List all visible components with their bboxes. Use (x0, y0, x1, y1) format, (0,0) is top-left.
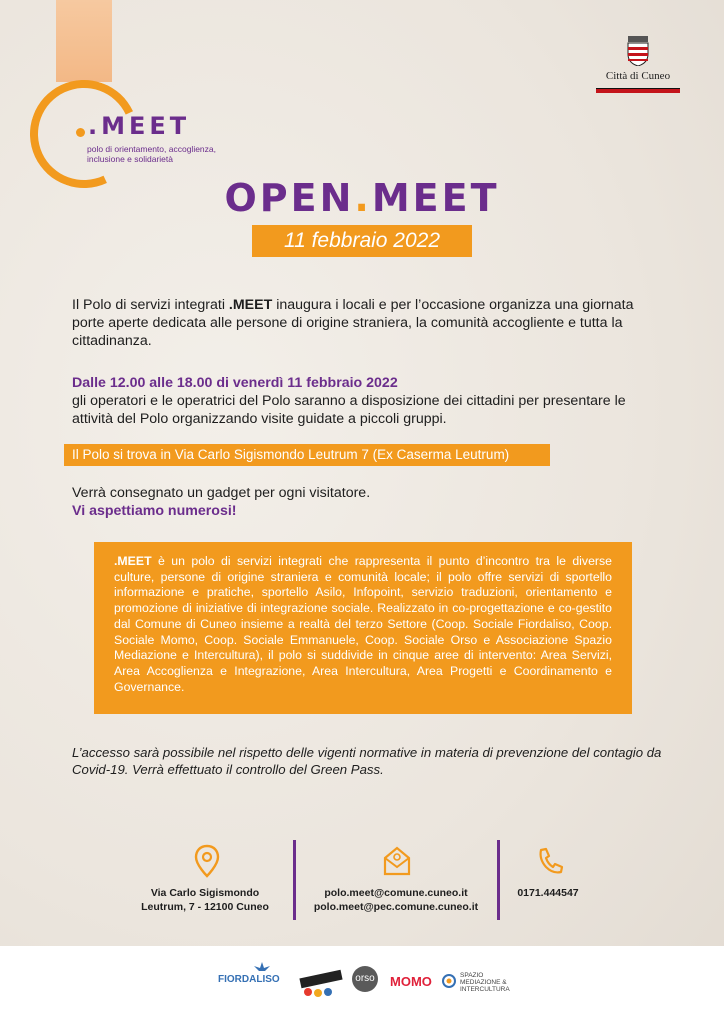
address-banner: Il Polo si trova in Via Carlo Sigismondo Leutrum 7 (Ex Caserma Leutrum) (64, 444, 550, 466)
partner-orso: orso (352, 966, 378, 992)
welcome-text: Vi aspettiamo numerosi! (72, 503, 237, 519)
location-pin-icon (192, 844, 222, 878)
page-title (0, 176, 724, 220)
intro-text-start: Il Polo di servizi integrati (72, 297, 229, 313)
meet-logo-word: .MEET (88, 112, 191, 140)
event-date-badge: 11 febbraio 2022 (252, 225, 472, 257)
partner-fiordaliso: FIORDALISO (218, 974, 280, 985)
city-rule (596, 88, 680, 93)
meet-logo-dot (76, 128, 85, 137)
email-icon (382, 844, 412, 878)
decorative-top-bar (56, 0, 112, 82)
fiordaliso-logo-icon (254, 962, 270, 974)
contact-email-primary[interactable]: polo.meet@comune.cuneo.it (324, 887, 468, 899)
city-name: Città di Cuneo (605, 70, 671, 82)
meet-logo-tagline: polo di orientamento, accoglienza, inclusione e solidarietà (87, 144, 216, 164)
contact-divider (293, 840, 296, 920)
partner-momo: MOMO (390, 974, 432, 989)
title-meet: MEET (371, 176, 500, 220)
contact-address-line2: Leutrum, 7 - 12100 Cuneo (141, 901, 269, 913)
emmanuele-logo-icon (296, 964, 346, 998)
info-text: è un polo di servizi integrati che rappresenta il punto d’incontro tra le diverse culture, persone di origine straniera e comunità locale; il polo offre servizi di sportello informazione e pratiche, sportello Asilo, Infopoint, servizio traduzioni, orientamento e promozione di iniziative di integrazione sociale. Realizzato in co-progettazione e co-gestito dal Comune di Cuneo insieme a realtà del terzo Settore (Coop. Sociale Fiordaliso, Coop. Sociale Momo, Coop. Sociale Emmanuele, Coop. Sociale Orso e Associazione Spazio Mediazione e Intercultura), il polo si suddivide in cinque aree di intervento: Area Servizi, Area Accoglienza e Integrazione, Area Intercultura, Area Progetti e Coordinamento e Governance. (114, 554, 612, 694)
city-crest-icon (624, 36, 652, 66)
title-open: OPEN (224, 176, 355, 220)
schedule-text: gli operatori e le operatrici del Polo saranno a disposizione dei cittadini per presentare le attività del Polo organizzando visite guidate a piccoli gruppi. (72, 393, 626, 427)
schedule-heading: Dalle 12.00 alle 18.00 di venerdì 11 febbraio 2022 (72, 375, 398, 391)
contact-emails (306, 886, 486, 914)
contact-address-line1: Via Carlo Sigismondo (150, 887, 260, 899)
partner-spazio: SPAZIO MEDIAZIONE & INTERCULTURA (460, 972, 510, 993)
phone-icon (535, 844, 565, 878)
contact-email-pec[interactable]: polo.meet@pec.comune.cuneo.it (313, 901, 479, 913)
contact-phone[interactable]: 0171.444547 (517, 887, 579, 899)
info-box (94, 542, 632, 714)
intro-meet-bold: .MEET (228, 297, 273, 313)
spazio-logo-icon (442, 974, 456, 988)
intro-paragraph (72, 296, 662, 350)
contact-divider (497, 840, 500, 920)
gadget-text: Verrà consegnato un gadget per ogni visitatore. (72, 485, 371, 501)
title-dot: . (354, 176, 372, 220)
intro-text-end: inaugura i locali e per l’occasione organizza una giornata porte aperte dedicata alle persone di origine straniera, la comunità accogliente e tutta la cittadinanza. (72, 297, 634, 349)
contact-address (130, 886, 280, 914)
info-meet-bold: .MEET (114, 554, 152, 568)
covid-notice: L’accesso sarà possibile nel rispetto delle vigenti normative in materia di prevenzione del contagio da Covid-19. Verrà effettuato il controllo del Green Pass. (72, 745, 662, 777)
